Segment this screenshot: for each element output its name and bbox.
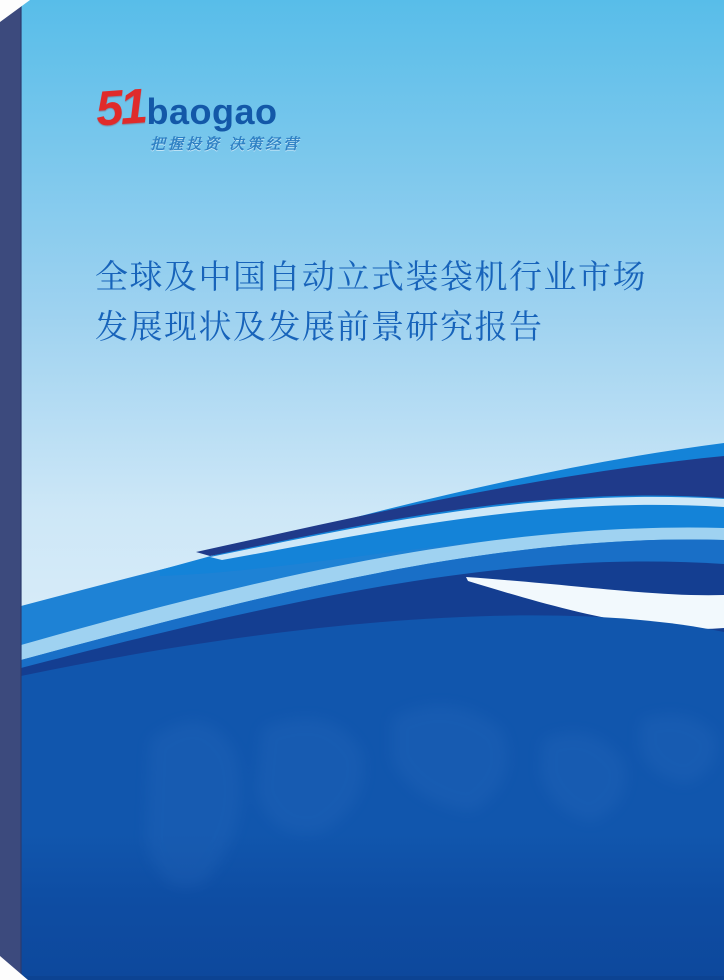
report-title-line2: 发展现状及发展前景研究报告 <box>95 308 544 345</box>
logo-51-mark: 51 <box>94 79 147 137</box>
logo-wordmark <box>94 79 301 137</box>
logo-tagline: 把握投资 决策经营 <box>150 136 302 153</box>
logo-baogao-text: baogao <box>146 91 278 132</box>
bottom-edge-shadow <box>21 976 724 980</box>
book-spine-edge <box>20 0 22 980</box>
report-title-line1: 全球及中国自动立式装袋机行业市场 <box>95 258 647 295</box>
logo <box>94 79 302 153</box>
book-spine <box>0 0 21 980</box>
report-title <box>95 252 695 352</box>
